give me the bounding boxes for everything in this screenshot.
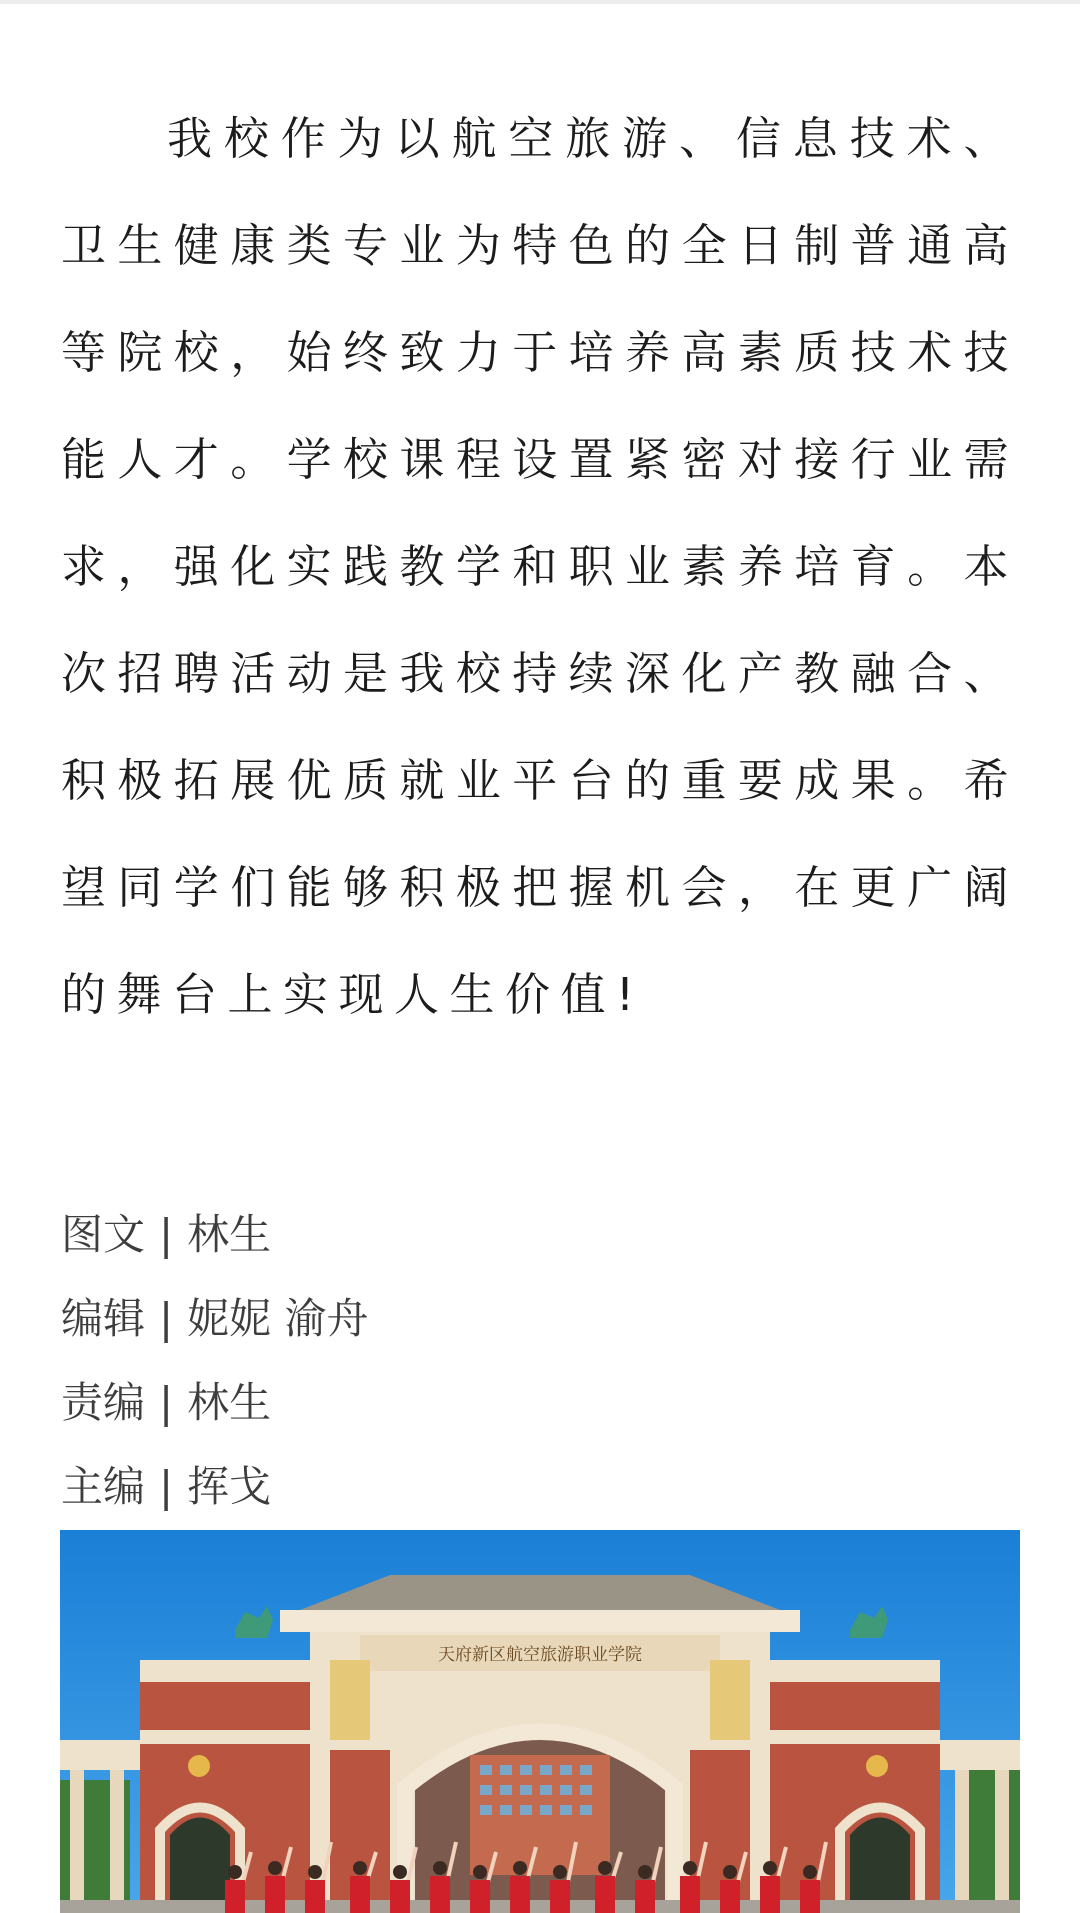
credits-block <box>61 1193 1019 1529</box>
credit-names: 林生 <box>187 1210 272 1259</box>
campus-gate-illustration <box>60 1530 1020 1913</box>
colonnade-right <box>935 1740 1020 1770</box>
credit-names: 挥戈 <box>187 1462 272 1511</box>
credit-role: 责编 <box>61 1378 146 1427</box>
credit-separator: | <box>159 1462 174 1511</box>
colonnade-left <box>60 1740 145 1770</box>
article-body <box>61 85 1019 1048</box>
credit-line-editor <box>61 1277 1019 1361</box>
credit-separator: | <box>159 1378 174 1427</box>
credit-line-responsible-editor <box>61 1361 1019 1445</box>
credit-separator: | <box>159 1210 174 1259</box>
credit-names: 林生 <box>187 1378 272 1427</box>
credit-line-chief-editor <box>61 1445 1019 1529</box>
credit-names: 妮妮 渝舟 <box>187 1294 369 1343</box>
top-divider <box>0 0 1080 4</box>
credit-line-photo-text <box>61 1193 1019 1277</box>
credit-separator: | <box>159 1294 174 1343</box>
gate-sign-text: 天府新区航空旅游职业学院 <box>438 1645 642 1665</box>
credit-role: 主编 <box>61 1462 146 1511</box>
campus-gate-photo[interactable] <box>60 1530 1020 1913</box>
credit-role: 图文 <box>61 1210 146 1259</box>
article-paragraph: 我校作为以航空旅游、信息技术、卫生健康类专业为特色的全日制普通高等院校，始终致力于培养高素质技术技能人才。学校课程设置紧密对接行业需求，强化实践教学和职业素养培育。本次招聘活动是我校持续深化产教融合、积极拓展优质就业平台的重要成果。希望同学们能够积极把握机会，在更广阔的舞台上实现人生价值! <box>61 112 1019 1021</box>
credit-role: 编辑 <box>61 1294 146 1343</box>
ground <box>60 1900 1020 1913</box>
